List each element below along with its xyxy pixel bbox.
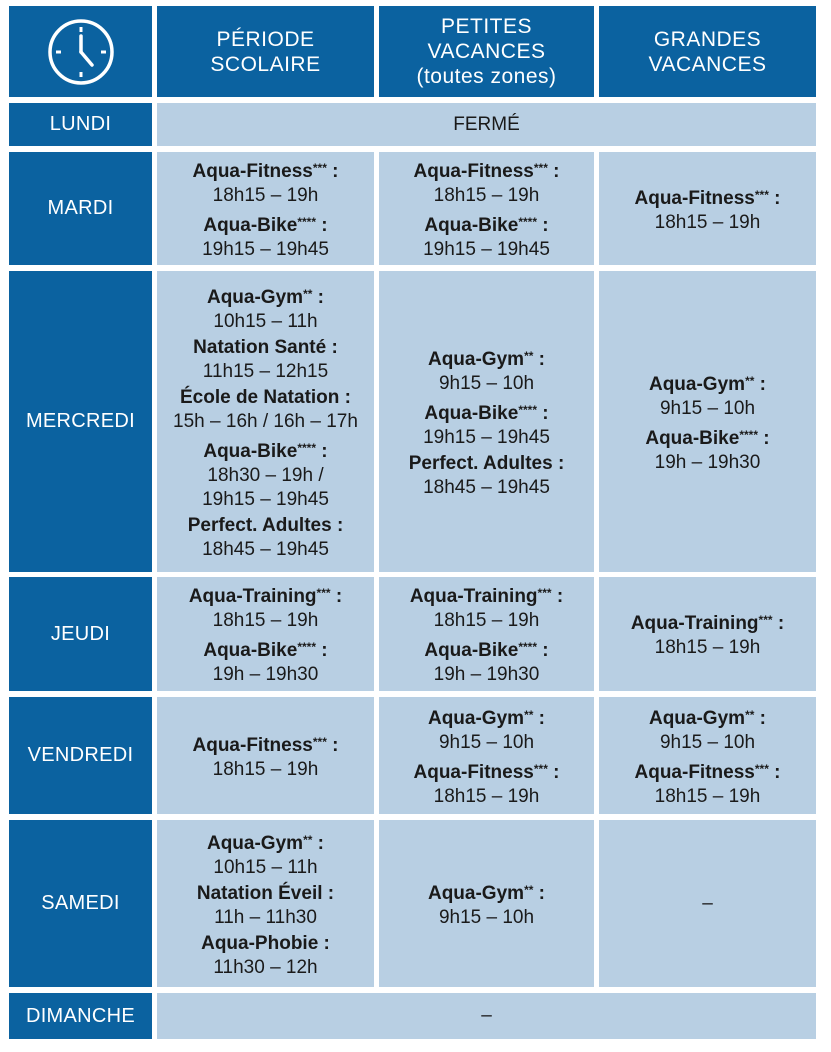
activity-title <box>207 828 324 856</box>
activity-colon: : <box>772 613 785 634</box>
activity-title <box>409 452 565 476</box>
activity-time: 19h – 19h30 <box>212 664 319 685</box>
activity-colon: : <box>537 402 549 424</box>
activity-stars: *** <box>533 761 548 776</box>
activity-stars: ** <box>303 832 313 847</box>
activity-name: Aqua-Bike <box>203 214 298 236</box>
activity-stars: ** <box>524 348 534 363</box>
activity-title <box>188 514 344 538</box>
activity-colon: : <box>754 707 767 729</box>
activity-name: Aqua-Bike <box>203 440 298 462</box>
activity-time: 11h15 – 12h15 <box>202 360 329 382</box>
activity-stars: ** <box>524 707 534 722</box>
vendredi-petites-cell <box>379 697 594 814</box>
activity-name: Aqua-Bike <box>424 402 519 424</box>
clock-icon <box>44 15 118 89</box>
activity-title <box>173 386 358 410</box>
activity-entry <box>202 436 329 512</box>
activity-time: 18h15 – 19h <box>433 610 540 631</box>
activity-title <box>423 210 550 238</box>
activity-time: 18h45 – 19h45 <box>423 476 550 498</box>
activity-stars: *** <box>758 613 773 627</box>
activity-entry <box>207 282 324 334</box>
activity-colon: : <box>339 386 351 408</box>
dimanche-closed-cell: – <box>157 993 816 1039</box>
activity-entry <box>424 635 548 687</box>
activity-time: 18h15 – 19h <box>212 184 319 206</box>
activity-stars: ** <box>303 286 313 301</box>
activity-title <box>423 398 550 426</box>
activity-entry <box>649 369 766 421</box>
activity-time: 18h15 – 19h <box>433 785 540 807</box>
activity-colon: : <box>316 640 328 661</box>
activity-time: 9h15 – 10h <box>438 906 535 928</box>
activity-name: Aqua-Fitness <box>192 734 313 756</box>
activity-name: Aqua-Gym <box>427 348 525 370</box>
samedi-petites-cell <box>379 820 594 987</box>
vendredi-grandes-cell <box>599 697 816 814</box>
header-periode-scolaire: PÉRIODE SCOLAIRE <box>157 6 374 97</box>
activity-stars: **** <box>739 427 759 442</box>
activity-time: 19h15 – 19h45 <box>423 238 550 260</box>
activity-entry <box>188 514 344 562</box>
activity-colon: : <box>768 761 781 783</box>
activity-time: 11h30 – 12h <box>213 956 318 978</box>
mardi-grandes-cell <box>599 152 816 265</box>
activity-title <box>202 210 329 238</box>
day-label-samedi: SAMEDI <box>9 820 152 987</box>
activity-title <box>203 635 327 663</box>
activity-title <box>193 730 339 758</box>
activity-entry <box>203 635 327 687</box>
activity-entry <box>423 398 550 450</box>
activity-colon: : <box>533 348 546 370</box>
activity-entry <box>414 757 560 809</box>
activity-stars: **** <box>518 214 538 229</box>
activity-name: Aqua-Fitness <box>192 160 313 182</box>
activity-name: Aqua-Gym <box>648 707 746 729</box>
activity-stars: ** <box>524 882 534 897</box>
activity-name: Aqua-Fitness <box>634 761 755 783</box>
activity-colon: : <box>768 187 781 209</box>
activity-entry <box>201 932 330 980</box>
activity-title <box>193 336 338 360</box>
activity-colon: : <box>533 882 546 904</box>
activity-entry <box>409 452 565 500</box>
activity-colon: : <box>533 707 546 729</box>
samedi-scolaire-cell <box>157 820 374 987</box>
activity-name: Aqua-Fitness <box>634 187 755 209</box>
mercredi-petites-cell <box>379 271 594 572</box>
activity-name: Aqua-Training <box>188 586 317 607</box>
day-label-dimanche: DIMANCHE <box>9 993 152 1039</box>
activity-name: Aqua-Training <box>409 586 538 607</box>
activity-entry <box>197 882 334 930</box>
jeudi-scolaire-cell <box>157 577 374 691</box>
activity-colon: : <box>552 452 565 474</box>
activity-time: 9h15 – 10h <box>438 731 535 753</box>
activity-title <box>193 156 339 184</box>
activity-time: 18h15 – 19h <box>654 211 761 233</box>
activity-time: 10h15 – 11h <box>213 310 318 332</box>
activity-stars: *** <box>316 586 331 600</box>
activity-colon: : <box>316 214 328 236</box>
activity-entry <box>428 878 545 930</box>
mercredi-scolaire-cell <box>157 271 374 572</box>
activity-title <box>414 156 560 184</box>
header-grandes-vacances: GRANDES VACANCES <box>599 6 816 97</box>
activity-entry <box>428 703 545 755</box>
samedi-grandes-cell: – <box>599 820 816 987</box>
activity-colon: : <box>330 586 343 607</box>
activity-colon: : <box>316 440 328 462</box>
activity-colon: : <box>551 586 564 607</box>
activity-title <box>645 423 769 451</box>
activity-title <box>649 703 766 731</box>
activity-time: 18h15 – 19h <box>654 637 761 658</box>
activity-title <box>424 635 548 663</box>
activity-entry <box>649 703 766 755</box>
activity-time: 11h – 11h30 <box>214 906 317 928</box>
activity-title <box>197 882 334 906</box>
activity-stars: **** <box>518 640 538 654</box>
activity-entry <box>631 608 784 660</box>
activity-name: Aqua-Gym <box>206 286 304 308</box>
vendredi-scolaire-cell <box>157 697 374 814</box>
activity-colon: : <box>537 214 549 236</box>
activity-stars: ** <box>745 373 755 388</box>
activity-stars: **** <box>297 640 317 654</box>
activity-time: 19h15 – 19h45 <box>423 426 550 448</box>
activity-entry <box>193 336 338 384</box>
activity-time: 18h15 – 19h <box>654 785 761 807</box>
activity-stars: **** <box>518 402 538 417</box>
activity-stars: *** <box>754 187 769 202</box>
activity-title <box>414 757 560 785</box>
activity-colon: : <box>547 761 560 783</box>
activity-entry <box>173 386 358 434</box>
activity-entry <box>410 581 563 633</box>
jeudi-grandes-cell <box>599 577 816 691</box>
activity-colon: : <box>312 832 325 854</box>
activity-name: Aqua-Gym <box>206 832 304 854</box>
activity-name: Perfect. Adultes <box>187 514 332 536</box>
activity-title <box>631 608 784 636</box>
activity-time: 18h45 – 19h45 <box>202 538 329 560</box>
activity-stars: *** <box>537 586 552 600</box>
activity-colon: : <box>547 160 560 182</box>
day-label-lundi: LUNDI <box>9 103 152 146</box>
clock-header-cell <box>9 6 152 97</box>
day-label-jeudi: JEUDI <box>9 577 152 691</box>
activity-time: 18h15 – 19h <box>212 610 319 631</box>
activity-name: Aqua-Bike <box>203 640 298 661</box>
activity-entry <box>428 344 545 396</box>
activity-name: Aqua-Fitness <box>413 761 534 783</box>
activity-entry <box>202 210 329 262</box>
activity-time: 18h15 – 19h <box>212 758 319 780</box>
activity-name: Aqua-Bike <box>645 427 740 449</box>
activity-title <box>201 932 330 956</box>
activity-colon: : <box>326 734 339 756</box>
activity-name: Aqua-Gym <box>648 373 746 395</box>
activity-colon: : <box>537 640 549 661</box>
activity-colon: : <box>758 427 770 449</box>
activity-time: 9h15 – 10h <box>659 731 756 753</box>
activity-time: 9h15 – 10h <box>659 397 756 419</box>
activity-colon: : <box>754 373 767 395</box>
activity-name: École de Natation <box>179 386 340 408</box>
activity-name: Aqua-Bike <box>424 640 519 661</box>
activity-entry <box>635 757 781 809</box>
activity-stars: *** <box>312 160 327 175</box>
activity-title <box>410 581 563 609</box>
activity-title <box>649 369 766 397</box>
activity-stars: **** <box>297 440 317 455</box>
activity-name: Aqua-Training <box>630 613 759 634</box>
activity-entry <box>635 183 781 235</box>
activity-name: Natation Éveil <box>196 882 323 904</box>
activity-title <box>428 344 545 372</box>
activity-stars: *** <box>533 160 548 175</box>
activity-name: Perfect. Adultes <box>408 452 553 474</box>
day-label-mardi: MARDI <box>9 152 152 265</box>
jeudi-petites-cell <box>379 577 594 691</box>
activity-entry <box>193 730 339 782</box>
activity-colon: : <box>331 514 344 536</box>
activity-name: Natation Santé <box>193 336 327 358</box>
activity-colon: : <box>318 932 330 954</box>
activity-colon: : <box>326 336 338 358</box>
activity-time: 19h15 – 19h45 <box>202 238 329 260</box>
mardi-scolaire-cell <box>157 152 374 265</box>
activity-name: Aqua-Bike <box>424 214 519 236</box>
activity-time: 9h15 – 10h <box>438 372 535 394</box>
activity-entry <box>207 828 324 880</box>
activity-title <box>202 436 329 464</box>
activity-title <box>635 183 781 211</box>
activity-title <box>207 282 324 310</box>
activity-time: 19h15 – 19h45 <box>202 488 329 510</box>
header-petites-vacances: PETITES VACANCES (toutes zones) <box>379 6 594 97</box>
day-label-mercredi: MERCREDI <box>9 271 152 572</box>
activity-entry <box>414 156 560 208</box>
activity-stars: *** <box>754 761 769 776</box>
activity-time: 18h15 – 19h <box>433 184 540 206</box>
activity-name: Aqua-Fitness <box>413 160 534 182</box>
activity-title <box>635 757 781 785</box>
activity-entry <box>423 210 550 262</box>
activity-title <box>428 878 545 906</box>
activity-time: 10h15 – 11h <box>213 856 318 878</box>
activity-name: Aqua-Gym <box>427 882 525 904</box>
lundi-closed-cell: FERMÉ <box>157 103 816 146</box>
activity-stars: *** <box>312 734 327 749</box>
activity-time: 19h – 19h30 <box>654 451 761 473</box>
activity-entry <box>193 156 339 208</box>
activity-colon: : <box>322 882 335 904</box>
activity-time: 18h30 – 19h / <box>207 464 324 486</box>
activity-time: 15h – 16h / 16h – 17h <box>173 410 358 432</box>
mercredi-grandes-cell <box>599 271 816 572</box>
activity-colon: : <box>312 286 325 308</box>
activity-time: 19h – 19h30 <box>433 664 540 685</box>
activity-stars: **** <box>297 214 317 229</box>
activity-stars: ** <box>745 707 755 722</box>
activity-colon: : <box>326 160 339 182</box>
activity-name: Aqua-Phobie <box>201 932 319 954</box>
activity-entry <box>189 581 342 633</box>
activity-name: Aqua-Gym <box>427 707 525 729</box>
mardi-petites-cell <box>379 152 594 265</box>
activity-title <box>189 581 342 609</box>
activity-title <box>428 703 545 731</box>
activity-entry <box>645 423 769 475</box>
day-label-vendredi: VENDREDI <box>9 697 152 814</box>
